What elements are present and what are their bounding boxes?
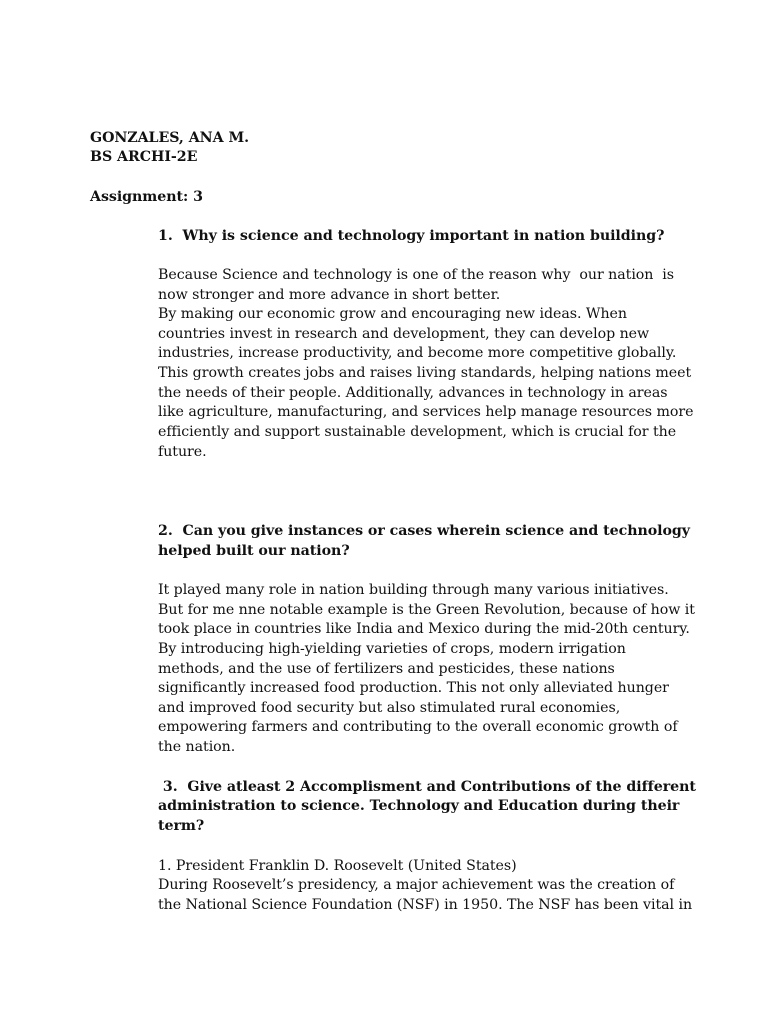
assignment-title: Assignment: 3 [90, 189, 203, 205]
q1-answer-line: future. [158, 444, 207, 460]
q2-answer-line: By introducing high-yielding varieties of crops, modern irrigation [158, 641, 626, 657]
q1-answer-line: now stronger and more advance in short better. [158, 287, 501, 303]
q1-answer-line: efficiently and support sustainable development, which is crucial for the [158, 424, 677, 440]
q1-answer-line: This growth creates jobs and raises living standards, helping nations meet [158, 365, 692, 381]
q2-answer-line: significantly increased food production. This not only alleviated hunger [158, 680, 669, 696]
q2-answer-line: and improved food security but also stimulated rural economies, [158, 700, 621, 716]
question-3-continued: term? [158, 818, 205, 834]
q1-answer-line: By making our economic grow and encouraging new ideas. When [158, 306, 627, 322]
q2-answer-line: took place in countries like India and Mexico during the mid-20th century. [158, 621, 690, 637]
q1-answer-line: the needs of their people. Additionally, advances in technology in areas [158, 385, 668, 401]
question-2: 2. Can you give instances or cases wherein science and technology [158, 523, 690, 539]
q3-answer-line: the National Science Foundation (NSF) in 1950. The NSF has been vital in [158, 897, 693, 913]
q2-answer-line: methods, and the use of fertilizers and pesticides, these nations [158, 661, 615, 677]
q1-answer-line: industries, increase productivity, and become more competitive globally. [158, 345, 677, 361]
student-name: GONZALES, ANA M. [90, 130, 249, 146]
q2-answer-line: It played many role in nation building through many various initiatives. [158, 582, 669, 598]
q3-answer-line: 1. President Franklin D. Roosevelt (United States) [158, 858, 517, 874]
q1-answer-line: like agriculture, manufacturing, and services help manage resources more [158, 404, 694, 420]
question-3: 3. Give atleast 2 Accomplisment and Contributions of the different [158, 779, 696, 795]
question-3-continued: administration to science. Technology and Education during their [158, 798, 680, 814]
q1-answer-line: countries invest in research and development, they can develop new [158, 326, 650, 342]
question-2-continued: helped built our nation? [158, 543, 350, 559]
question-1: 1. Why is science and technology important in nation building? [158, 228, 665, 244]
q2-answer-line: the nation. [158, 739, 236, 755]
q2-answer-line: But for me nne notable example is the Green Revolution, because of how it [158, 602, 695, 618]
student-course: BS ARCHI-2E [90, 149, 198, 165]
q3-answer-line: During Roosevelt’s presidency, a major achievement was the creation of [158, 877, 675, 893]
q1-answer-line: Because Science and technology is one of the reason why our nation is [158, 267, 675, 283]
q2-answer-line: empowering farmers and contributing to the overall economic growth of [158, 719, 678, 735]
